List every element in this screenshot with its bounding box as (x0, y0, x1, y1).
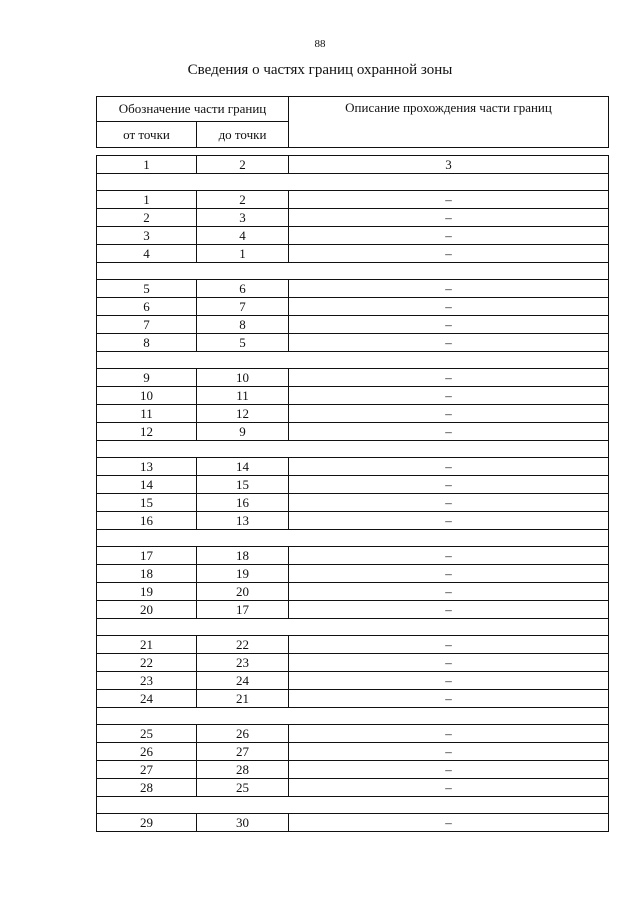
table-row (97, 672, 609, 690)
table-row (97, 334, 609, 352)
to-point-cell: 15 (197, 476, 289, 494)
boundary-parts-table (96, 96, 609, 832)
to-point-cell: 4 (197, 227, 289, 245)
table-row (97, 547, 609, 565)
group-separator-row (97, 174, 609, 191)
designation-header: Обозначение части границ (97, 97, 289, 122)
to-point-cell: 22 (197, 636, 289, 654)
to-point-cell: 27 (197, 743, 289, 761)
table-row (97, 743, 609, 761)
description-cell: – (289, 423, 609, 441)
table-row (97, 583, 609, 601)
group-separator-cell (97, 619, 609, 636)
to-point-cell: 2 (197, 191, 289, 209)
from-point-cell: 15 (97, 494, 197, 512)
description-cell: – (289, 690, 609, 708)
from-point-cell: 29 (97, 814, 197, 832)
group-separator-cell (97, 441, 609, 458)
from-point-header: от точки (97, 122, 197, 148)
table-row (97, 369, 609, 387)
to-point-cell: 17 (197, 601, 289, 619)
from-point-cell: 2 (97, 209, 197, 227)
to-point-cell: 21 (197, 690, 289, 708)
table-row (97, 245, 609, 263)
table-row (97, 227, 609, 245)
to-point-cell: 20 (197, 583, 289, 601)
table-row (97, 316, 609, 334)
group-separator-row (97, 441, 609, 458)
group-separator-cell (97, 708, 609, 725)
table-row (97, 690, 609, 708)
description-cell: – (289, 316, 609, 334)
to-point-cell: 1 (197, 245, 289, 263)
to-point-cell: 9 (197, 423, 289, 441)
from-point-cell: 19 (97, 583, 197, 601)
table-row (97, 405, 609, 423)
description-cell: – (289, 565, 609, 583)
to-point-cell: 16 (197, 494, 289, 512)
to-point-cell: 10 (197, 369, 289, 387)
description-cell: – (289, 494, 609, 512)
table-row (97, 779, 609, 797)
column-number-2: 2 (197, 156, 289, 174)
description-cell: – (289, 654, 609, 672)
to-point-cell: 23 (197, 654, 289, 672)
description-cell: – (289, 280, 609, 298)
description-cell: – (289, 636, 609, 654)
to-point-header: до точки (197, 122, 289, 148)
group-separator-cell (97, 263, 609, 280)
description-cell: – (289, 725, 609, 743)
to-point-cell: 28 (197, 761, 289, 779)
table-row (97, 387, 609, 405)
group-separator-row (97, 708, 609, 725)
description-cell: – (289, 191, 609, 209)
group-separator-cell (97, 174, 609, 191)
to-point-cell: 25 (197, 779, 289, 797)
to-point-cell: 6 (197, 280, 289, 298)
from-point-cell: 4 (97, 245, 197, 263)
description-cell: – (289, 583, 609, 601)
description-cell: – (289, 458, 609, 476)
table-row (97, 298, 609, 316)
from-point-cell: 24 (97, 690, 197, 708)
from-point-cell: 13 (97, 458, 197, 476)
description-cell: – (289, 601, 609, 619)
to-point-cell: 26 (197, 725, 289, 743)
to-point-cell: 7 (197, 298, 289, 316)
to-point-cell: 19 (197, 565, 289, 583)
to-point-cell: 5 (197, 334, 289, 352)
group-separator-row (97, 263, 609, 280)
table-row (97, 494, 609, 512)
description-cell: – (289, 512, 609, 530)
description-cell: – (289, 761, 609, 779)
table-row (97, 814, 609, 832)
description-cell: – (289, 743, 609, 761)
page-title: Сведения о частях границ охранной зоны (187, 62, 453, 78)
table-row (97, 458, 609, 476)
column-number-3: 3 (289, 156, 609, 174)
from-point-cell: 16 (97, 512, 197, 530)
table-row (97, 601, 609, 619)
description-cell: – (289, 387, 609, 405)
page-number: 88 (314, 38, 326, 50)
group-separator-row (97, 619, 609, 636)
from-point-cell: 17 (97, 547, 197, 565)
to-point-cell: 8 (197, 316, 289, 334)
from-point-cell: 23 (97, 672, 197, 690)
table-row (97, 512, 609, 530)
table-row (97, 423, 609, 441)
from-point-cell: 10 (97, 387, 197, 405)
gap-cell (97, 148, 609, 156)
table-row (97, 761, 609, 779)
to-point-cell: 18 (197, 547, 289, 565)
description-cell: – (289, 405, 609, 423)
to-point-cell: 12 (197, 405, 289, 423)
group-separator-row (97, 797, 609, 814)
description-cell: – (289, 334, 609, 352)
from-point-cell: 18 (97, 565, 197, 583)
column-number-row (97, 156, 609, 174)
from-point-cell: 26 (97, 743, 197, 761)
to-point-cell: 14 (197, 458, 289, 476)
table-row (97, 280, 609, 298)
from-point-cell: 27 (97, 761, 197, 779)
group-separator-cell (97, 352, 609, 369)
description-cell: – (289, 672, 609, 690)
description-cell: – (289, 547, 609, 565)
table-row (97, 476, 609, 494)
gap-row (97, 148, 609, 156)
from-point-cell: 25 (97, 725, 197, 743)
to-point-cell: 24 (197, 672, 289, 690)
column-number-1: 1 (97, 156, 197, 174)
from-point-cell: 20 (97, 601, 197, 619)
group-separator-row (97, 530, 609, 547)
group-separator-cell (97, 530, 609, 547)
description-cell: – (289, 245, 609, 263)
from-point-cell: 9 (97, 369, 197, 387)
group-separator-cell (97, 797, 609, 814)
from-point-cell: 12 (97, 423, 197, 441)
description-cell: – (289, 209, 609, 227)
from-point-cell: 5 (97, 280, 197, 298)
description-cell: – (289, 369, 609, 387)
table-row (97, 565, 609, 583)
from-point-cell: 6 (97, 298, 197, 316)
to-point-cell: 30 (197, 814, 289, 832)
from-point-cell: 1 (97, 191, 197, 209)
from-point-cell: 28 (97, 779, 197, 797)
description-cell: – (289, 476, 609, 494)
table-row (97, 209, 609, 227)
description-header: Описание прохождения части границ (289, 97, 609, 148)
to-point-cell: 11 (197, 387, 289, 405)
to-point-cell: 13 (197, 512, 289, 530)
group-separator-row (97, 352, 609, 369)
from-point-cell: 8 (97, 334, 197, 352)
from-point-cell: 7 (97, 316, 197, 334)
table-row (97, 654, 609, 672)
from-point-cell: 21 (97, 636, 197, 654)
description-cell: – (289, 227, 609, 245)
from-point-cell: 22 (97, 654, 197, 672)
description-cell: – (289, 298, 609, 316)
description-cell: – (289, 814, 609, 832)
header-row (97, 97, 609, 122)
to-point-cell: 3 (197, 209, 289, 227)
description-cell: – (289, 779, 609, 797)
from-point-cell: 11 (97, 405, 197, 423)
from-point-cell: 14 (97, 476, 197, 494)
from-point-cell: 3 (97, 227, 197, 245)
table-row (97, 191, 609, 209)
table-row (97, 725, 609, 743)
table-row (97, 636, 609, 654)
